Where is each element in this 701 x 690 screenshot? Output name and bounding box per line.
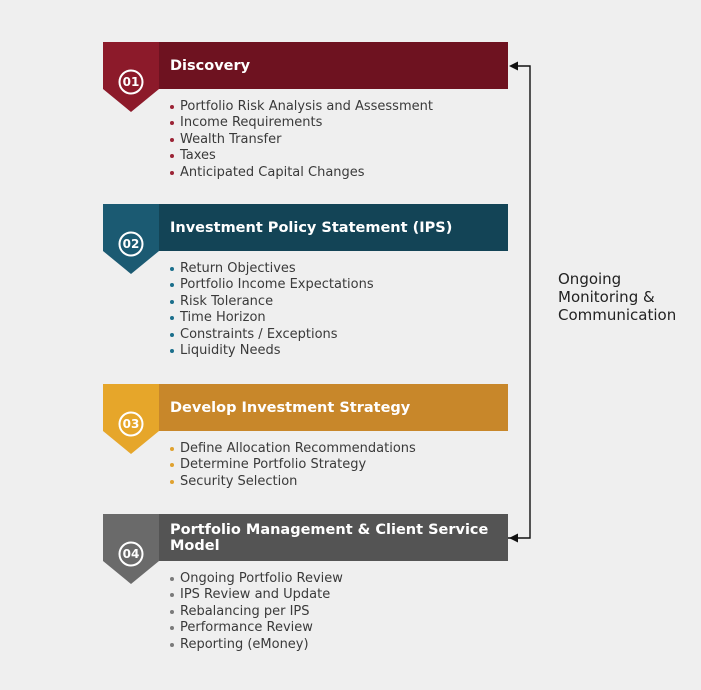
step-header-bar [103, 42, 508, 89]
list-item: Constraints / Exceptions [170, 327, 374, 343]
step-badge [103, 384, 159, 454]
list-item: Rebalancing per IPS [170, 604, 343, 620]
list-item: Reporting (eMoney) [170, 637, 343, 653]
step-number: 01 [118, 69, 144, 95]
bullet-icon [170, 643, 174, 647]
bullet-icon [170, 154, 174, 158]
bullet-icon [170, 626, 174, 630]
step-header-bar [103, 514, 508, 561]
bullet-icon [170, 138, 174, 142]
step-badge [103, 514, 159, 584]
list-item: Performance Review [170, 620, 343, 636]
bullet-icon [170, 610, 174, 614]
list-item: Determine Portfolio Strategy [170, 457, 416, 473]
bullet-icon [170, 480, 174, 484]
list-item: Taxes [170, 148, 433, 164]
arrow-head-bottom [509, 534, 518, 543]
step-badge [103, 42, 159, 112]
bullet-icon [170, 105, 174, 109]
list-item: Income Requirements [170, 115, 433, 131]
bullet-icon [170, 121, 174, 125]
step-title: Investment Policy Statement (IPS) [170, 219, 453, 236]
list-item: Liquidity Needs [170, 343, 374, 359]
bullet-icon [170, 593, 174, 597]
bullet-icon [170, 267, 174, 271]
step-badge [103, 204, 159, 274]
list-item: Portfolio Income Expectations [170, 277, 374, 293]
bullet-icon [170, 463, 174, 467]
step-number: 02 [118, 231, 144, 257]
list-item: Wealth Transfer [170, 132, 433, 148]
bullet-icon [170, 283, 174, 287]
list-item: Anticipated Capital Changes [170, 165, 433, 181]
step-item-list [170, 261, 374, 359]
step-title: Portfolio Management & Client Service Model [170, 521, 489, 554]
step-title: Discovery [170, 57, 251, 74]
list-item: Risk Tolerance [170, 294, 374, 310]
bullet-icon [170, 300, 174, 304]
list-item: Return Objectives [170, 261, 374, 277]
step-header-bar [103, 204, 508, 251]
ongoing-monitoring-label: Ongoing Monitoring & Communication [558, 270, 677, 324]
bullet-icon [170, 349, 174, 353]
list-item: Security Selection [170, 474, 416, 490]
step-header-bar [103, 384, 508, 431]
bullet-icon [170, 447, 174, 451]
step-item-list [170, 99, 433, 181]
list-item: Define Allocation Recommendations [170, 441, 416, 457]
step-number: 04 [118, 541, 144, 567]
step-item-list [170, 571, 343, 653]
bullet-icon [170, 316, 174, 320]
list-item: IPS Review and Update [170, 587, 343, 603]
list-item: Portfolio Risk Analysis and Assessment [170, 99, 433, 115]
step-title: Develop Investment Strategy [170, 399, 411, 416]
bullet-icon [170, 171, 174, 175]
step-number: 03 [118, 411, 144, 437]
arrow-head-top [509, 62, 518, 71]
list-item: Ongoing Portfolio Review [170, 571, 343, 587]
bullet-icon [170, 577, 174, 581]
bullet-icon [170, 333, 174, 337]
list-item: Time Horizon [170, 310, 374, 326]
step-item-list [170, 441, 416, 490]
